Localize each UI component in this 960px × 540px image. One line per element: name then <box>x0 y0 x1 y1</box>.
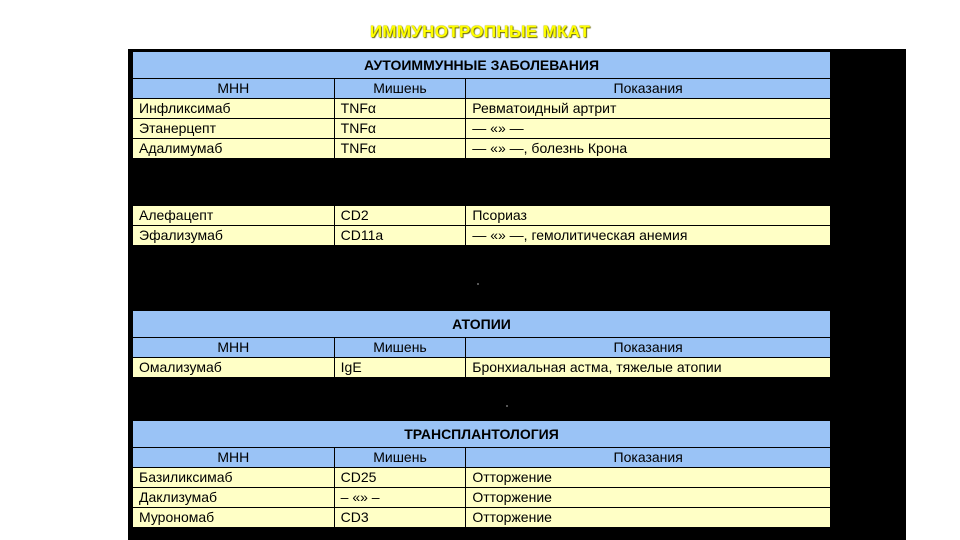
column-header-target: Мишень <box>334 448 466 468</box>
section-title: ТРАНСПЛАНТОЛОГИЯ <box>133 421 831 448</box>
column-header-inn: МНН <box>133 79 335 99</box>
drug-indication: Псориаз <box>466 206 831 226</box>
drug-target: CD11a <box>334 226 466 246</box>
drug-target: CD25 <box>334 468 466 488</box>
column-header-inn: МНН <box>133 448 335 468</box>
drug-target: CD3 <box>334 508 466 528</box>
drug-target: CD2 <box>334 206 466 226</box>
column-header-indications: Показания <box>466 79 831 99</box>
drug-name: Адалимумаб <box>133 139 335 159</box>
drug-indication: — «» —, гемолитическая анемия <box>466 226 831 246</box>
transplant-table <box>132 420 831 528</box>
drug-name: Этанерцепт <box>133 119 335 139</box>
drug-indication: Бронхиальная астма, тяжелые атопии <box>466 358 831 378</box>
column-header-target: Мишень <box>334 338 466 358</box>
drug-target: TNFα <box>334 99 466 119</box>
table-row <box>133 119 831 139</box>
drug-name: Базиликсимаб <box>133 468 335 488</box>
drug-indication: Отторжение <box>466 468 831 488</box>
table-row <box>133 468 831 488</box>
slide-title: ИММУНОТРОПНЫЕ МКАТ <box>369 22 591 41</box>
table-row <box>133 206 831 226</box>
table-row <box>133 226 831 246</box>
decorative-dot <box>506 405 508 407</box>
column-header-row <box>133 448 831 468</box>
drug-name: Мурономаб <box>133 508 335 528</box>
drug-name: Эфализумаб <box>133 226 335 246</box>
drug-name: Алефацепт <box>133 206 335 226</box>
autoimmune-table-continued <box>132 205 831 246</box>
section-header-row <box>133 311 831 338</box>
autoimmune-table <box>132 51 831 159</box>
table-row <box>133 358 831 378</box>
drug-target: TNFα <box>334 119 466 139</box>
drug-indication: — «» —, болезнь Крона <box>466 139 831 159</box>
drug-indication: Отторжение <box>466 488 831 508</box>
section-header-row <box>133 421 831 448</box>
column-header-indications: Показания <box>466 338 831 358</box>
section-title: АУТОИММУННЫЕ ЗАБОЛЕВАНИЯ <box>133 52 831 79</box>
drug-indication: — «» — <box>466 119 831 139</box>
column-header-row <box>133 338 831 358</box>
drug-name: Омализумаб <box>133 358 335 378</box>
drug-target: TNFα <box>334 139 466 159</box>
table-row <box>133 99 831 119</box>
drug-name: Даклизумаб <box>133 488 335 508</box>
drug-indication: Отторжение <box>466 508 831 528</box>
section-title: АТОПИИ <box>133 311 831 338</box>
drug-indication: Ревматоидный артрит <box>466 99 831 119</box>
column-header-target: Мишень <box>334 79 466 99</box>
column-header-indications: Показания <box>466 448 831 468</box>
decorative-dot <box>477 283 479 285</box>
column-header-inn: МНН <box>133 338 335 358</box>
column-header-row <box>133 79 831 99</box>
table-row <box>133 488 831 508</box>
section-header-row <box>133 52 831 79</box>
table-row <box>133 139 831 159</box>
drug-name: Инфликсимаб <box>133 99 335 119</box>
drug-target: IgE <box>334 358 466 378</box>
atopy-table <box>132 310 831 378</box>
drug-target: – «» – <box>334 488 466 508</box>
table-row <box>133 508 831 528</box>
